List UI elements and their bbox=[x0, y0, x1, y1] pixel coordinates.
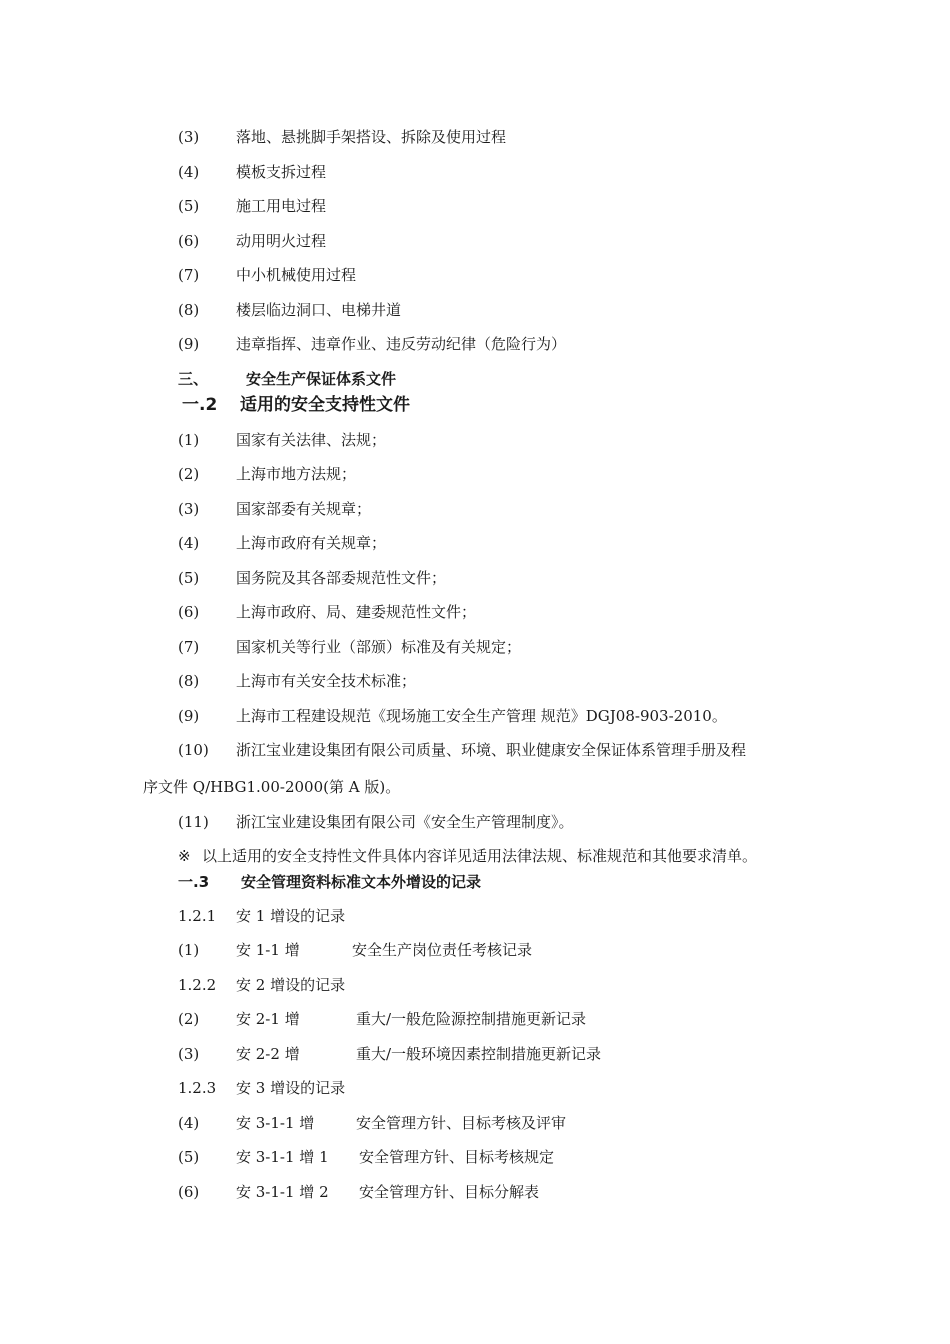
section-number: 一.3 bbox=[178, 873, 210, 891]
item-number: (6) bbox=[178, 603, 200, 621]
item-text: 浙江宝业建设集团有限公司质量、环境、职业健康安全保证体系管理手册及程 bbox=[236, 741, 747, 759]
record-desc: 安全管理方针、目标考核规定 bbox=[359, 1148, 555, 1166]
item-number: (3) bbox=[178, 500, 200, 518]
item-text: 施工用电过程 bbox=[236, 197, 327, 215]
item-text: 上海市地方法规； bbox=[236, 465, 357, 483]
item-text: 国家机关等行业（部颁）标准及有关规定； bbox=[236, 638, 522, 656]
item-number: (5) bbox=[178, 1148, 200, 1166]
item-number: (5) bbox=[178, 569, 200, 587]
record-desc: 重大/一般危险源控制措施更新记录 bbox=[356, 1010, 587, 1028]
record-code: 安 3-1-1 增 2 bbox=[236, 1183, 329, 1201]
item-number: (8) bbox=[178, 672, 200, 690]
item-text: 模板支拆过程 bbox=[236, 163, 327, 181]
section-title: 安全管理资料标准文本外增设的记录 bbox=[241, 873, 482, 891]
subsection-title: 安 2 增设的记录 bbox=[236, 976, 346, 994]
item-number: (4) bbox=[178, 1114, 200, 1132]
item-number: (11) bbox=[178, 813, 209, 831]
item-text: 序文件 Q/HBG1.00-2000(第 A 版)。 bbox=[143, 778, 401, 796]
item-text: 违章指挥、违章作业、违反劳动纪律（危险行为） bbox=[236, 335, 567, 353]
item-number: (6) bbox=[178, 1183, 200, 1201]
item-number: (9) bbox=[178, 335, 200, 353]
record-code: 安 2-1 增 bbox=[236, 1010, 300, 1028]
subsection-number: 1.2.2 bbox=[178, 976, 217, 994]
item-number: (4) bbox=[178, 163, 200, 181]
item-number: (7) bbox=[178, 638, 200, 656]
note-text: 以上适用的安全支持性文件具体内容详见适用法律法规、标准规范和其他要求清单。 bbox=[202, 847, 758, 865]
item-number: (5) bbox=[178, 197, 200, 215]
section-title: 安全生产保证体系文件 bbox=[246, 370, 397, 388]
item-number: (3) bbox=[178, 1045, 200, 1063]
item-number: (2) bbox=[178, 465, 200, 483]
note-symbol: ※ bbox=[178, 847, 191, 865]
item-text: 中小机械使用过程 bbox=[236, 266, 357, 284]
item-number: (4) bbox=[178, 534, 200, 552]
record-desc: 安全管理方针、目标考核及评审 bbox=[356, 1114, 567, 1132]
item-text: 国务院及其各部委规范性文件； bbox=[236, 569, 447, 587]
record-code: 安 2-2 增 bbox=[236, 1045, 300, 1063]
section-number: 三、 bbox=[178, 370, 209, 388]
section-number: 一.2 bbox=[182, 395, 218, 415]
record-desc: 安全管理方针、目标分解表 bbox=[359, 1183, 540, 1201]
subsection-title: 安 3 增设的记录 bbox=[236, 1079, 346, 1097]
record-code: 安 3-1-1 增 bbox=[236, 1114, 315, 1132]
record-code: 安 1-1 增 bbox=[236, 941, 300, 959]
subsection-number: 1.2.1 bbox=[178, 907, 217, 925]
item-text: 动用明火过程 bbox=[236, 232, 327, 250]
item-number: (9) bbox=[178, 707, 200, 725]
item-text: 楼层临边洞口、电梯井道 bbox=[236, 301, 402, 319]
item-text: 浙江宝业建设集团有限公司《安全生产管理制度》。 bbox=[236, 813, 574, 831]
record-desc: 重大/一般环境因素控制措施更新记录 bbox=[356, 1045, 602, 1063]
item-text: 落地、悬挑脚手架搭设、拆除及使用过程 bbox=[236, 128, 507, 146]
item-number: (10) bbox=[178, 741, 209, 759]
item-text: 国家有关法律、法规； bbox=[236, 431, 387, 449]
item-text: 上海市有关安全技术标准； bbox=[236, 672, 417, 690]
item-number: (8) bbox=[178, 301, 200, 319]
record-code: 安 3-1-1 增 1 bbox=[236, 1148, 329, 1166]
item-number: (1) bbox=[178, 431, 200, 449]
item-number: (3) bbox=[178, 128, 200, 146]
subsection-number: 1.2.3 bbox=[178, 1079, 217, 1097]
item-text: 上海市政府有关规章； bbox=[236, 534, 387, 552]
item-number: (2) bbox=[178, 1010, 200, 1028]
item-number: (1) bbox=[178, 941, 200, 959]
section-title: 适用的安全支持性文件 bbox=[240, 395, 410, 415]
item-text: 上海市政府、局、建委规范性文件； bbox=[236, 603, 477, 621]
item-number: (6) bbox=[178, 232, 200, 250]
item-number: (7) bbox=[178, 266, 200, 284]
item-text: 国家部委有关规章； bbox=[236, 500, 372, 518]
item-text: 上海市工程建设规范《现场施工安全生产管理 规范》DGJ08-903-2010。 bbox=[236, 707, 727, 725]
record-desc: 安全生产岗位责任考核记录 bbox=[352, 941, 533, 959]
subsection-title: 安 1 增设的记录 bbox=[236, 907, 346, 925]
